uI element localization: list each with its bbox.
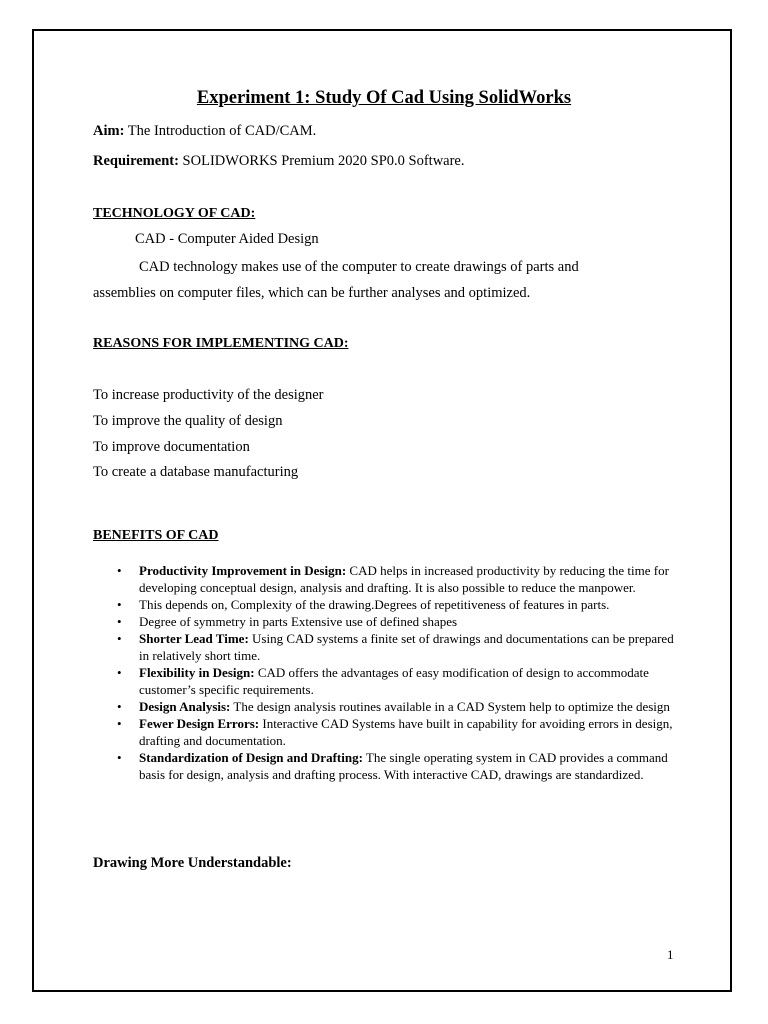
- page-number: 1: [667, 947, 674, 962]
- technology-para-line1: CAD technology makes use of the computer to create drawings of parts and: [139, 259, 579, 275]
- page-title: Experiment 1: Study Of Cad Using SolidWorks: [196, 88, 572, 108]
- benefit-item: [117, 596, 679, 613]
- benefit-item: [117, 698, 679, 715]
- benefit-text: The single operating system in CAD provides a command basis for design, analysis and drafting process. With interactive CAD, drawings are standardized.: [139, 750, 668, 782]
- benefit-text: Interactive CAD Systems have built in capability for avoiding errors in design, drafting and documentation.: [139, 716, 673, 748]
- technology-para-line2: assemblies on computer files, which can be further analyses and optimized.: [93, 285, 531, 301]
- benefit-text: Degree of symmetry in parts Extensive use of defined shapes: [139, 614, 458, 629]
- benefit-label: Standardization of Design and Drafting:: [139, 750, 363, 765]
- benefit-text: Using CAD systems a finite set of drawings and documentations can be prepared in relatively short time.: [139, 631, 674, 663]
- aim-label: Aim:: [93, 123, 125, 139]
- page-border: [32, 29, 732, 992]
- requirement-label: Requirement:: [93, 153, 179, 169]
- drawing-heading: Drawing More Understandable:: [93, 855, 292, 871]
- benefit-label: Shorter Lead Time:: [139, 631, 249, 646]
- bullet-icon: •: [117, 597, 122, 612]
- benefit-label: Fewer Design Errors:: [139, 716, 260, 731]
- bullet-icon: •: [117, 563, 122, 578]
- aim-line: [93, 123, 316, 140]
- requirement-line: [93, 153, 465, 170]
- bullet-icon: •: [117, 716, 122, 731]
- benefit-text: This depends on, Complexity of the drawing.Degrees of repetitiveness of features in parts.: [139, 597, 610, 612]
- bullet-icon: •: [117, 614, 122, 629]
- benefit-item: [117, 613, 679, 630]
- reason-item: To improve the quality of design: [93, 413, 283, 429]
- reason-item: To improve documentation: [93, 439, 250, 455]
- benefit-text: CAD offers the advantages of easy modification of design to accommodate customer’s specific requirements.: [139, 665, 649, 697]
- aim-text: The Introduction of CAD/CAM.: [124, 123, 317, 139]
- bullet-icon: •: [117, 750, 122, 765]
- benefit-text: The design analysis routines available in a CAD System help to optimize the design: [230, 699, 670, 714]
- reason-item: To increase productivity of the designer: [93, 387, 324, 403]
- benefit-item: [117, 664, 679, 698]
- requirement-text: SOLIDWORKS Premium 2020 SP0.0 Software.: [178, 153, 465, 169]
- benefit-item: [117, 749, 679, 783]
- reasons-heading: REASONS FOR IMPLEMENTING CAD:: [93, 336, 349, 351]
- benefit-item: [117, 562, 679, 596]
- bullet-icon: •: [117, 665, 122, 680]
- benefit-label: Productivity Improvement in Design:: [139, 563, 347, 578]
- benefit-label: Design Analysis:: [139, 699, 231, 714]
- benefit-label: Flexibility in Design:: [139, 665, 255, 680]
- benefit-item: [117, 715, 679, 749]
- bullet-icon: •: [117, 699, 122, 714]
- reason-item: To create a database manufacturing: [93, 464, 299, 480]
- benefits-heading: BENEFITS OF CAD: [93, 528, 219, 543]
- benefits-list: [117, 562, 679, 783]
- benefit-item: [117, 630, 679, 664]
- technology-heading: TECHNOLOGY OF CAD:: [93, 206, 256, 221]
- bullet-icon: •: [117, 631, 122, 646]
- benefit-text: CAD helps in increased productivity by reducing the time for developing conceptual design, analysis and drafting. It is also possible to reduce the manpower.: [139, 563, 669, 595]
- cad-definition: CAD - Computer Aided Design: [135, 231, 319, 247]
